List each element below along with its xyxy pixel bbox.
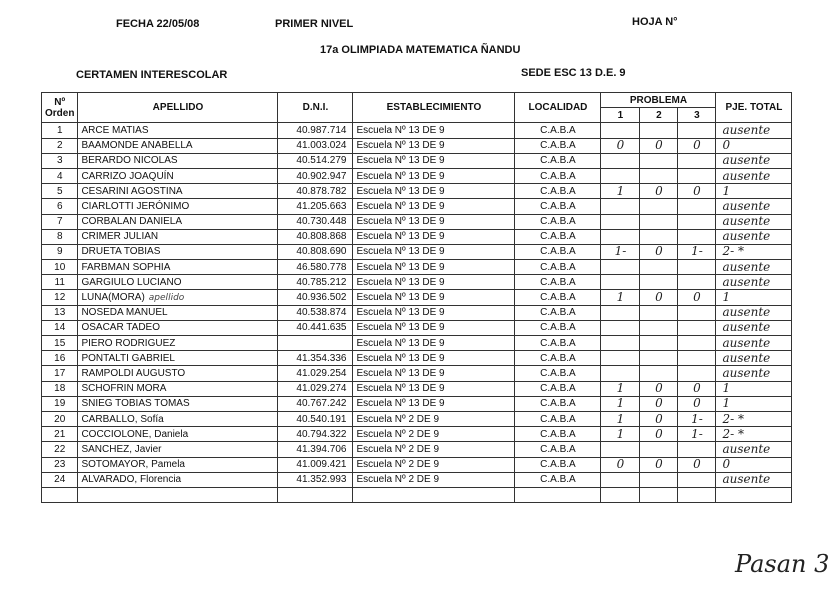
row-localidad: C.A.B.A [515,396,601,411]
row-localidad: C.A.B.A [515,381,601,396]
row-p1 [601,275,640,290]
row-total: ausente [716,153,792,168]
row-p3 [678,229,716,244]
row-total: ausente [716,199,792,214]
row-p3 [678,351,716,366]
row-p1 [601,229,640,244]
row-p2: 0 [640,396,678,411]
row-establecimiento: Escuela Nº 13 DE 9 [353,305,515,320]
row-p2 [640,305,678,320]
row-orden: 12 [42,290,78,305]
row-localidad: C.A.B.A [515,244,601,259]
row-p3: 0 [678,457,716,472]
row-p1 [601,305,640,320]
row-orden: 17 [42,366,78,381]
row-p3: 0 [678,138,716,153]
row-establecimiento: Escuela Nº 13 DE 9 [353,123,515,138]
row-orden: 9 [42,244,78,259]
row-p3: 0 [678,381,716,396]
certamen-label: CERTAMEN INTERESCOLAR [76,69,228,81]
row-establecimiento: Escuela Nº 13 DE 9 [353,320,515,335]
table-row [42,336,792,351]
table-body [42,123,792,503]
col-establecimiento: ESTABLECIMIENTO [353,93,515,123]
row-establecimiento: Escuela Nº 13 DE 9 [353,351,515,366]
row-establecimiento: Escuela Nº 2 DE 9 [353,472,515,487]
row-p1: 1 [601,290,640,305]
row-orden: 18 [42,381,78,396]
row-establecimiento [353,487,515,502]
row-p2 [640,472,678,487]
row-dni [278,336,353,351]
row-apellido: GARGIULO LUCIANO [78,275,278,290]
row-p2 [640,214,678,229]
row-orden: 19 [42,396,78,411]
row-orden: 11 [42,275,78,290]
table-row [42,184,792,199]
row-localidad: C.A.B.A [515,260,601,275]
row-p2: 0 [640,411,678,426]
row-p2 [640,320,678,335]
table-row [42,275,792,290]
row-orden: 5 [42,184,78,199]
handwritten-note: apellido [148,292,185,303]
row-apellido: BAAMONDE ANABELLA [78,138,278,153]
table-row [42,214,792,229]
col-apellido: APELLIDO [78,93,278,123]
row-dni: 40.785.212 [278,275,353,290]
row-p1 [601,123,640,138]
row-apellido: BERARDO NICOLAS [78,153,278,168]
row-total: 2- * [716,244,792,259]
row-total: 1 [716,290,792,305]
row-total: ausente [716,229,792,244]
row-dni: 40.730.448 [278,214,353,229]
row-establecimiento: Escuela Nº 13 DE 9 [353,229,515,244]
row-establecimiento: Escuela Nº 2 DE 9 [353,427,515,442]
row-establecimiento: Escuela Nº 13 DE 9 [353,290,515,305]
row-apellido: COCCIOLONE, Daniela [78,427,278,442]
row-apellido: SANCHEZ, Javier [78,442,278,457]
row-total: 1 [716,184,792,199]
row-total: ausente [716,366,792,381]
table-row [42,320,792,335]
row-p3 [678,366,716,381]
row-p2 [640,199,678,214]
row-p2 [640,487,678,502]
table-row [42,260,792,275]
row-p1 [601,214,640,229]
row-orden: 22 [42,442,78,457]
row-p2: 0 [640,184,678,199]
row-p2 [640,351,678,366]
olimpiada-title: 17a OLIMPIADA MATEMATICA ÑANDU [320,44,521,56]
row-apellido: LUNA(MORA) apellido [78,290,278,305]
row-p1 [601,168,640,183]
row-p3 [678,336,716,351]
row-apellido: ARCE MATIAS [78,123,278,138]
row-establecimiento: Escuela Nº 13 DE 9 [353,184,515,199]
row-p3 [678,199,716,214]
row-total: ausente [716,336,792,351]
table-row [42,138,792,153]
row-total: 1 [716,396,792,411]
row-orden: 13 [42,305,78,320]
row-establecimiento: Escuela Nº 2 DE 9 [353,442,515,457]
row-p1 [601,472,640,487]
row-p2 [640,366,678,381]
table-row [42,427,792,442]
row-p1: 1 [601,184,640,199]
row-p1 [601,336,640,351]
row-p1: 0 [601,138,640,153]
row-localidad: C.A.B.A [515,138,601,153]
row-establecimiento: Escuela Nº 2 DE 9 [353,457,515,472]
row-p3: 0 [678,396,716,411]
row-p2: 0 [640,244,678,259]
row-total: ausente [716,351,792,366]
row-localidad: C.A.B.A [515,427,601,442]
row-total: ausente [716,320,792,335]
row-p1 [601,199,640,214]
row-orden: 20 [42,411,78,426]
row-total: ausente [716,305,792,320]
row-localidad: C.A.B.A [515,320,601,335]
row-localidad: C.A.B.A [515,457,601,472]
row-apellido: OSACAR TADEO [78,320,278,335]
row-localidad: C.A.B.A [515,123,601,138]
row-orden: 23 [42,457,78,472]
row-apellido: PONTALTI GABRIEL [78,351,278,366]
row-apellido: PIERO RODRIGUEZ [78,336,278,351]
row-p3: 1- [678,411,716,426]
row-p3 [678,214,716,229]
row-apellido: FARBMAN SOPHIA [78,260,278,275]
table-row [42,442,792,457]
row-dni: 41.354.336 [278,351,353,366]
row-dni: 41.205.663 [278,199,353,214]
row-p1: 1 [601,381,640,396]
row-dni: 46.580.778 [278,260,353,275]
row-p2: 0 [640,381,678,396]
pasan-handwritten: Pasan 3 [735,550,830,578]
row-apellido: NOSEDA MANUEL [78,305,278,320]
table-row [42,396,792,411]
row-apellido: CORBALAN DANIELA [78,214,278,229]
row-localidad: C.A.B.A [515,351,601,366]
row-localidad: C.A.B.A [515,184,601,199]
row-p3: 1- [678,427,716,442]
table-row [42,153,792,168]
row-orden: 16 [42,351,78,366]
row-apellido: CIARLOTTI JERÓNIMO [78,199,278,214]
row-p2: 0 [640,290,678,305]
row-p2 [640,336,678,351]
row-establecimiento: Escuela Nº 13 DE 9 [353,138,515,153]
row-total: ausente [716,214,792,229]
row-localidad: C.A.B.A [515,290,601,305]
row-total: 2- * [716,427,792,442]
row-orden: 2 [42,138,78,153]
row-p2 [640,442,678,457]
row-dni: 40.902.947 [278,168,353,183]
row-dni: 40.808.690 [278,244,353,259]
row-apellido: SCHOFRIN MORA [78,381,278,396]
table-row [42,305,792,320]
row-orden: 7 [42,214,78,229]
col-dni: D.N.I. [278,93,353,123]
row-localidad: C.A.B.A [515,168,601,183]
row-p2: 0 [640,138,678,153]
row-total: ausente [716,123,792,138]
row-total: 1 [716,381,792,396]
row-p1 [601,351,640,366]
row-p1 [601,153,640,168]
row-dni: 40.540.191 [278,411,353,426]
nivel-label: PRIMER NIVEL [275,18,354,30]
row-dni: 40.936.502 [278,290,353,305]
row-localidad: C.A.B.A [515,336,601,351]
row-orden: 3 [42,153,78,168]
row-dni: 41.003.024 [278,138,353,153]
row-localidad: C.A.B.A [515,366,601,381]
row-p2: 0 [640,427,678,442]
col-problema: PROBLEMA [601,93,716,108]
row-total: ausente [716,442,792,457]
table-row [42,123,792,138]
row-p1 [601,320,640,335]
row-localidad: C.A.B.A [515,153,601,168]
row-localidad: C.A.B.A [515,442,601,457]
row-p2 [640,260,678,275]
row-p3: 0 [678,184,716,199]
row-apellido [78,487,278,502]
row-apellido: CARBALLO, Sofía [78,411,278,426]
row-establecimiento: Escuela Nº 13 DE 9 [353,153,515,168]
row-p2 [640,123,678,138]
row-p1 [601,442,640,457]
row-orden: 4 [42,168,78,183]
row-establecimiento: Escuela Nº 13 DE 9 [353,366,515,381]
row-localidad: C.A.B.A [515,411,601,426]
row-establecimiento: Escuela Nº 13 DE 9 [353,381,515,396]
row-establecimiento: Escuela Nº 13 DE 9 [353,168,515,183]
row-p3 [678,275,716,290]
row-p3 [678,123,716,138]
row-total: ausente [716,168,792,183]
row-p3 [678,487,716,502]
row-apellido: CARRIZO JOAQUÍN [78,168,278,183]
row-dni: 41.029.274 [278,381,353,396]
row-p1 [601,366,640,381]
row-dni: 41.009.421 [278,457,353,472]
row-p1: 0 [601,457,640,472]
col-p1: 1 [601,108,640,123]
row-dni: 41.029.254 [278,366,353,381]
row-p2 [640,153,678,168]
row-orden: 10 [42,260,78,275]
scores-table [41,92,792,503]
row-apellido: ALVARADO, Florencia [78,472,278,487]
table-row [42,472,792,487]
row-orden: 1 [42,123,78,138]
row-dni: 40.514.279 [278,153,353,168]
table-row [42,381,792,396]
table-row [42,457,792,472]
table-row [42,487,792,502]
row-dni: 40.767.242 [278,396,353,411]
row-orden [42,487,78,502]
row-total: 2- * [716,411,792,426]
row-localidad: C.A.B.A [515,275,601,290]
row-orden: 14 [42,320,78,335]
row-apellido: SNIEG TOBIAS TOMAS [78,396,278,411]
row-p3 [678,153,716,168]
row-localidad: C.A.B.A [515,472,601,487]
row-p3 [678,320,716,335]
row-p1: 1- [601,244,640,259]
row-p2 [640,168,678,183]
col-p3: 3 [678,108,716,123]
table-row [42,244,792,259]
row-orden: 6 [42,199,78,214]
row-p3 [678,168,716,183]
row-localidad: C.A.B.A [515,305,601,320]
table-row [42,366,792,381]
row-dni [278,487,353,502]
row-localidad [515,487,601,502]
row-p3 [678,305,716,320]
row-localidad: C.A.B.A [515,214,601,229]
row-p3 [678,442,716,457]
row-p2: 0 [640,457,678,472]
row-localidad: C.A.B.A [515,229,601,244]
fecha-label: FECHA 22/05/08 [116,18,200,30]
row-orden: 21 [42,427,78,442]
table-row [42,168,792,183]
row-localidad: C.A.B.A [515,199,601,214]
row-p1 [601,487,640,502]
col-pje-total: PJE. TOTAL [716,93,792,123]
row-apellido: CESARINI AGOSTINA [78,184,278,199]
row-dni: 40.987.714 [278,123,353,138]
row-total: 0 [716,138,792,153]
row-total: ausente [716,260,792,275]
row-apellido: RAMPOLDI AUGUSTO [78,366,278,381]
row-total [716,487,792,502]
row-apellido: CRIMER JULIAN [78,229,278,244]
table-row [42,351,792,366]
table-row [42,229,792,244]
row-total: ausente [716,472,792,487]
row-p3 [678,472,716,487]
col-orden: Nº Orden [42,93,78,123]
row-total: ausente [716,275,792,290]
row-dni: 40.441.635 [278,320,353,335]
row-p2 [640,229,678,244]
row-p1: 1 [601,411,640,426]
row-dni: 40.878.782 [278,184,353,199]
row-dni: 40.794.322 [278,427,353,442]
row-establecimiento: Escuela Nº 13 DE 9 [353,275,515,290]
row-p3 [678,260,716,275]
row-p1 [601,260,640,275]
row-p2 [640,275,678,290]
row-establecimiento: Escuela Nº 13 DE 9 [353,260,515,275]
table-row [42,290,792,305]
row-dni: 41.394.706 [278,442,353,457]
row-p3: 0 [678,290,716,305]
row-establecimiento: Escuela Nº 13 DE 9 [353,214,515,229]
row-establecimiento: Escuela Nº 2 DE 9 [353,411,515,426]
row-p1: 1 [601,427,640,442]
col-p2: 2 [640,108,678,123]
row-dni: 40.808.868 [278,229,353,244]
row-p3: 1- [678,244,716,259]
row-establecimiento: Escuela Nº 13 DE 9 [353,199,515,214]
table-row [42,411,792,426]
row-apellido: SOTOMAYOR, Pamela [78,457,278,472]
row-establecimiento: Escuela Nº 13 DE 9 [353,336,515,351]
sede-label: SEDE ESC 13 D.E. 9 [521,67,626,79]
table-row [42,199,792,214]
row-establecimiento: Escuela Nº 13 DE 9 [353,396,515,411]
row-orden: 15 [42,336,78,351]
row-p1: 1 [601,396,640,411]
row-dni: 41.352.993 [278,472,353,487]
col-localidad: LOCALIDAD [515,93,601,123]
row-dni: 40.538.874 [278,305,353,320]
row-orden: 8 [42,229,78,244]
row-orden: 24 [42,472,78,487]
row-total: 0 [716,457,792,472]
row-apellido: DRUETA TOBIAS [78,244,278,259]
hoja-label: HOJA N° [632,16,678,28]
row-establecimiento: Escuela Nº 13 DE 9 [353,244,515,259]
